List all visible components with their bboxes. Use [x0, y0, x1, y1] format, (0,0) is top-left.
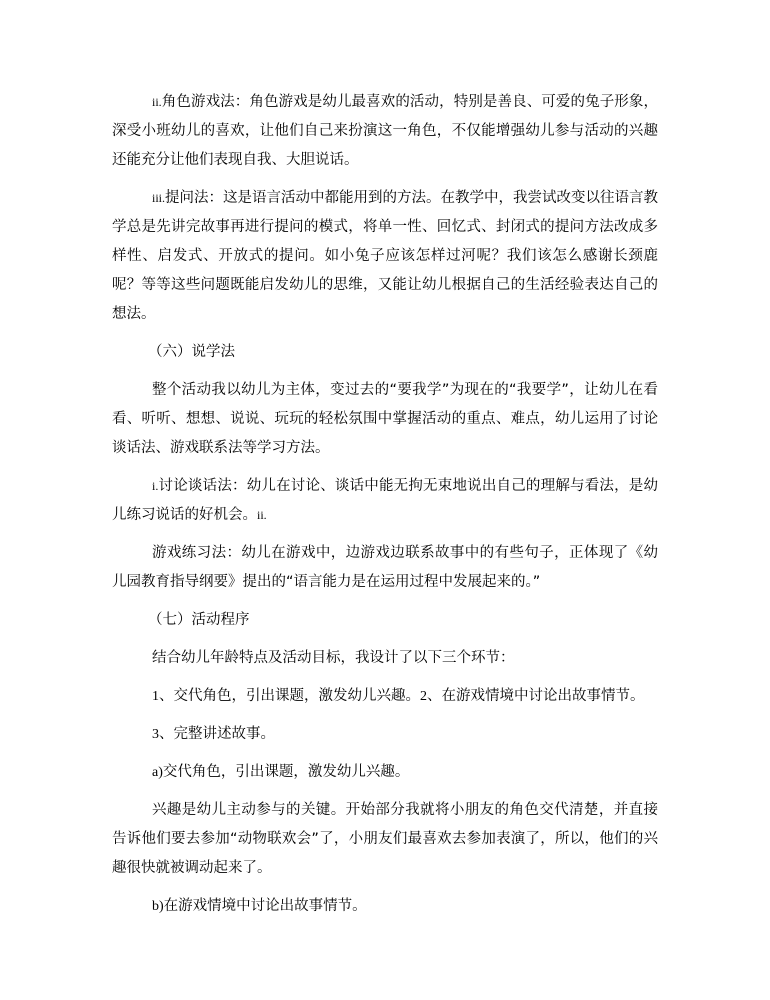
paragraph-text: 交代角色，引出课题，激发幼儿兴趣。: [162, 764, 410, 780]
paragraph-step-three: [112, 720, 658, 749]
list-marker: a): [152, 765, 163, 780]
list-marker: i.: [152, 479, 159, 493]
list-marker: 1: [152, 689, 159, 704]
section-heading-learning-method: [112, 338, 658, 367]
paragraph-text: 游戏练习法：幼儿在游戏中，边游戏边联系故事中的有些句子，正体现了《幼儿园教育指导纲要》提出的“语言能力是在运用过程中发展起来的。”: [112, 545, 658, 590]
paragraph-steps-one-two: [112, 682, 658, 711]
list-marker: iii.: [152, 191, 166, 205]
paragraph-discussion-method: [112, 472, 658, 530]
paragraph-text: 在游戏情境中讨论出故事情节。: [163, 898, 367, 914]
paragraph-text: 讨论谈话法：幼儿在讨论、谈话中能无拘无束地说出自己的理解与看法，是幼儿练习说话的好机会。: [112, 478, 658, 523]
list-marker-second: 2: [420, 689, 427, 704]
paragraph-procedure-intro: [112, 644, 658, 673]
paragraph-text: 整个活动我以幼儿为主体，变过去的“要我学”为现在的“我要学”，让幼儿在看看、听听、想想、说说、玩玩的轻松氛围中掌握活动的重点、难点，幼儿运用了讨论谈话法、游戏联系法等学习方法。: [112, 382, 658, 456]
paragraph-text: 结合幼儿年龄特点及活动目标，我设计了以下三个环节：: [152, 650, 515, 666]
paragraph-interest-key: [112, 796, 658, 883]
paragraph-text: 兴趣是幼儿主动参与的关键。开始部分我就将小朋友的角色交代清楚，并直接告诉他们要去参加“动物联欢会”了，小朋友们最喜欢去参加表演了，所以，他们的兴趣很快就被调动起来了。: [112, 802, 658, 876]
section-heading-text: （六）说学法: [148, 344, 235, 360]
paragraph-text: 提问法：这是语言活动中都能用到的方法。在教学中，我尝试改变以往语言教学总是先讲完故事再进行提问的模式，将单一性、回忆式、封闭式的提问方法改成多样性、启发式、开放式的提问。如小兔子应该怎样过河呢？我们该怎么感谢长颈鹿呢？等等这些问题既能启发幼儿的思维，又能让幼儿根据自己的生活经验表达自己的想法。: [112, 190, 659, 322]
paragraph-text: 、完整讲述故事。: [159, 726, 275, 742]
paragraph-role-play-method: [112, 88, 658, 175]
paragraph-subsection-b: [112, 892, 658, 921]
paragraph-game-practice-method: [112, 539, 658, 597]
paragraph-questioning-method: [112, 184, 658, 329]
list-marker-trailing: ii.: [257, 508, 267, 522]
paragraph-text: 角色游戏法：角色游戏是幼儿最喜欢的活动，特别是善良、可爱的兔子形象，深受小班幼儿的喜欢，让他们自己来扮演这一角色，不仅能增强幼儿参与活动的兴趣还能充分让他们表现自我、大胆说话。: [112, 94, 658, 168]
section-heading-activity-procedure: [112, 606, 658, 635]
list-marker: ii.: [152, 95, 162, 109]
paragraph-text: 、交代角色，引出课题，激发幼儿兴趣。: [159, 688, 420, 704]
list-marker: 3: [152, 727, 159, 742]
list-marker: b): [152, 899, 164, 914]
paragraph-learning-overview: [112, 376, 658, 463]
section-heading-text: （七）活动程序: [148, 612, 250, 628]
paragraph-text-second: 、在游戏情境中讨论出故事情节。: [427, 688, 645, 704]
paragraph-subsection-a: [112, 758, 658, 787]
